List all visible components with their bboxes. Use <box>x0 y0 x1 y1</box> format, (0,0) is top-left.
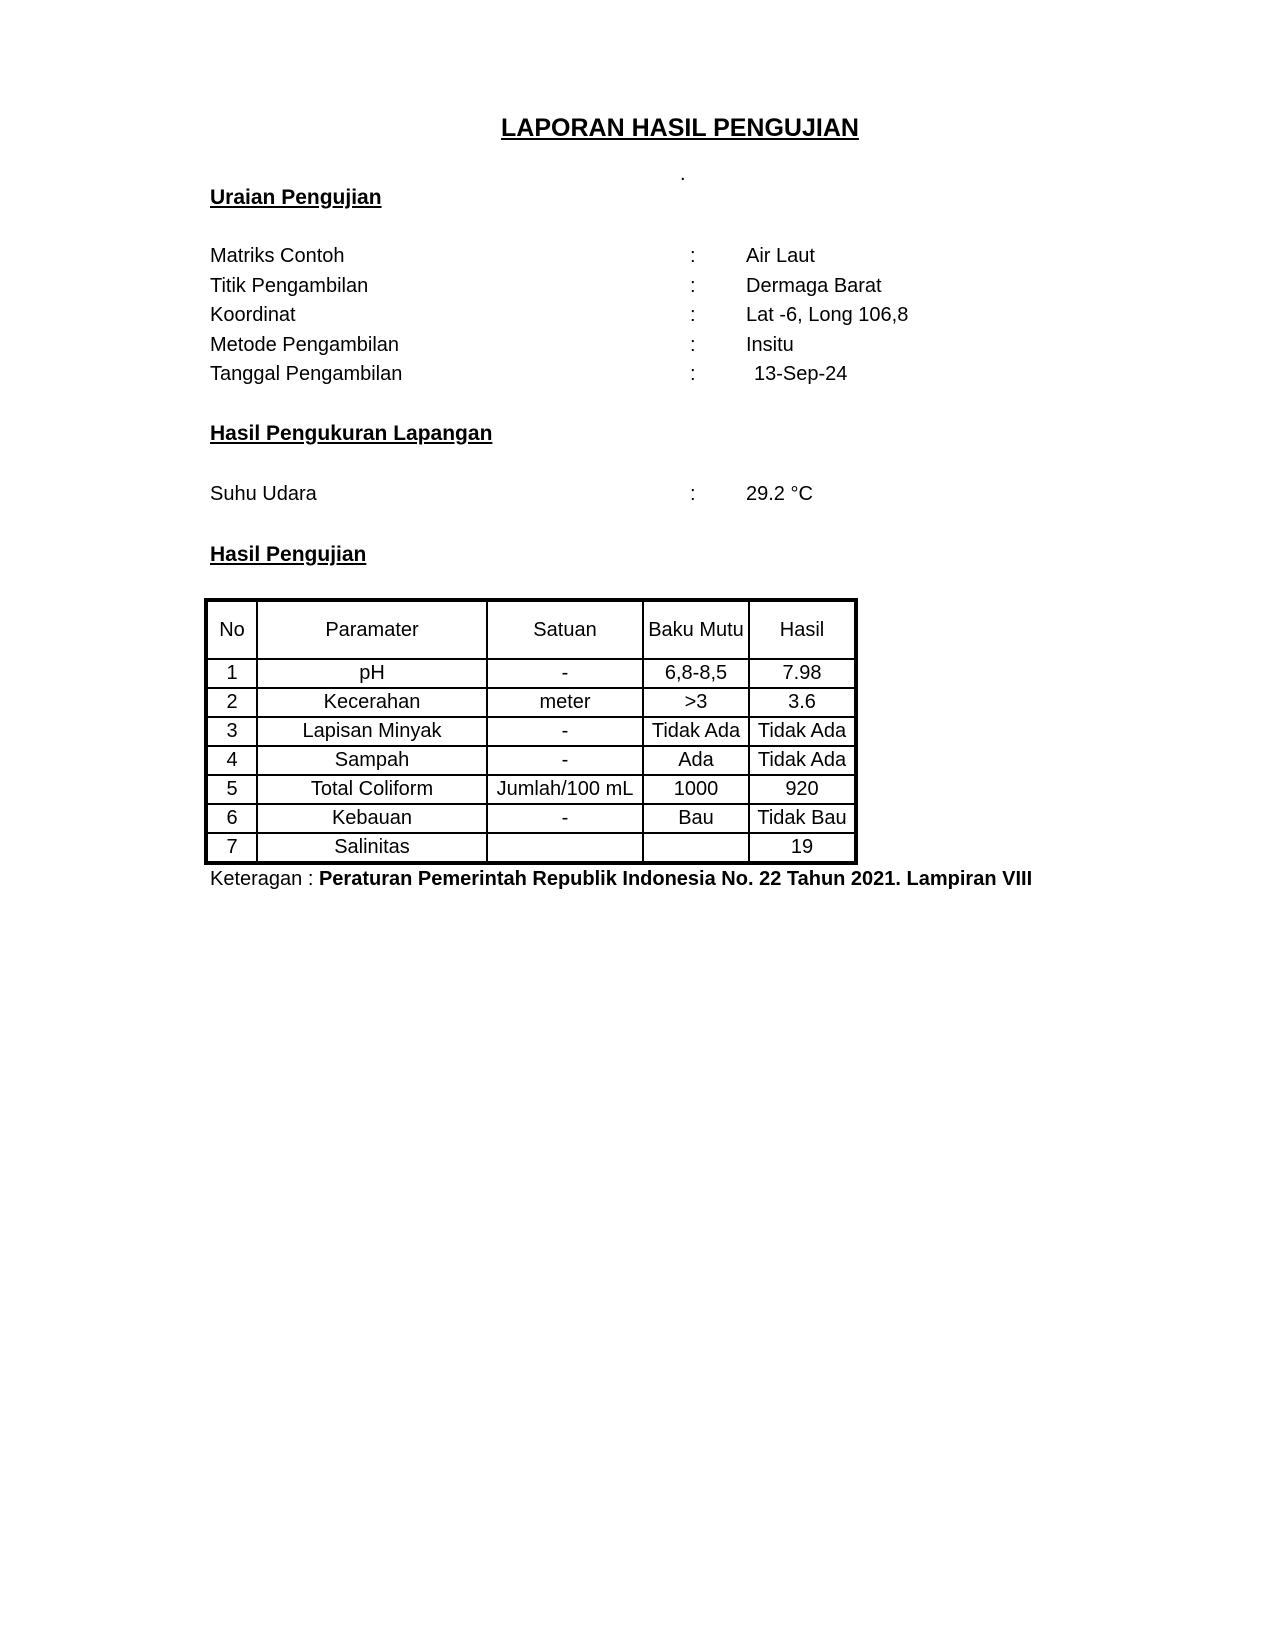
uraian-heading: Uraian Pengujian <box>210 186 382 209</box>
cell-hasil: 3.6 <box>749 688 856 717</box>
field-colon: : <box>690 334 696 356</box>
table-row <box>206 833 856 863</box>
field-label: Suhu Udara <box>210 483 317 505</box>
cell-parameter: Sampah <box>257 746 487 775</box>
cell-parameter: pH <box>257 659 487 688</box>
table-row <box>206 746 856 775</box>
pengujian-heading: Hasil Pengujian <box>210 543 367 566</box>
field-colon: : <box>690 304 696 326</box>
results-table <box>204 598 858 865</box>
field-value: Air Laut <box>746 245 815 267</box>
field-colon: : <box>690 245 696 267</box>
cell-parameter: Salinitas <box>257 833 487 863</box>
cell-hasil: Tidak Ada <box>749 717 856 746</box>
cell-hasil: Tidak Ada <box>749 746 856 775</box>
cell-satuan: - <box>487 717 643 746</box>
field-value: 29.2 °C <box>746 483 813 505</box>
cell-hasil: 19 <box>749 833 856 863</box>
table-row <box>206 659 856 688</box>
col-header-parameter: Paramater <box>257 600 487 659</box>
cell-satuan: Jumlah/100 mL <box>487 775 643 804</box>
field-colon: : <box>690 363 696 385</box>
cell-satuan <box>487 833 643 863</box>
cell-hasil: Tidak Bau <box>749 804 856 833</box>
cell-baku-mutu: 6,8-8,5 <box>643 659 749 688</box>
field-label: Matriks Contoh <box>210 245 345 267</box>
field-value: Insitu <box>746 334 794 356</box>
col-header-no: No <box>206 600 257 659</box>
cell-satuan: - <box>487 746 643 775</box>
cell-baku-mutu: >3 <box>643 688 749 717</box>
lapangan-heading: Hasil Pengukuran Lapangan <box>210 422 493 445</box>
cell-baku-mutu: Ada <box>643 746 749 775</box>
cell-no: 6 <box>206 804 257 833</box>
footnote <box>210 868 1032 891</box>
cell-no: 1 <box>206 659 257 688</box>
table-row <box>206 717 856 746</box>
field-label: Koordinat <box>210 304 296 326</box>
cell-no: 3 <box>206 717 257 746</box>
cell-baku-mutu: Bau <box>643 804 749 833</box>
cell-parameter: Total Coliform <box>257 775 487 804</box>
cell-baku-mutu <box>643 833 749 863</box>
field-value: 13-Sep-24 <box>754 363 848 385</box>
field-value: Lat -6, Long 106,8 <box>746 304 909 326</box>
col-header-hasil: Hasil <box>749 600 856 659</box>
field-label: Tanggal Pengambilan <box>210 363 403 385</box>
report-title: LAPORAN HASIL PENGUJIAN <box>501 114 859 142</box>
cell-satuan: - <box>487 659 643 688</box>
table-row <box>206 804 856 833</box>
field-label: Titik Pengambilan <box>210 275 369 297</box>
table-row <box>206 688 856 717</box>
table-header-row <box>206 600 856 659</box>
cell-no: 7 <box>206 833 257 863</box>
cell-parameter: Kecerahan <box>257 688 487 717</box>
cell-no: 2 <box>206 688 257 717</box>
field-value: Dermaga Barat <box>746 275 882 297</box>
field-colon: : <box>690 483 696 505</box>
cell-baku-mutu: 1000 <box>643 775 749 804</box>
cell-parameter: Lapisan Minyak <box>257 717 487 746</box>
col-header-satuan: Satuan <box>487 600 643 659</box>
stray-dot: . <box>680 163 686 185</box>
col-header-baku-mutu: Baku Mutu <box>643 600 749 659</box>
cell-no: 4 <box>206 746 257 775</box>
footnote-prefix: Keteragan : <box>210 868 319 890</box>
cell-baku-mutu: Tidak Ada <box>643 717 749 746</box>
cell-hasil: 920 <box>749 775 856 804</box>
cell-hasil: 7.98 <box>749 659 856 688</box>
cell-no: 5 <box>206 775 257 804</box>
footnote-regulation: Peraturan Pemerintah Republik Indonesia No. 22 Tahun 2021. Lampiran VIII <box>318 868 1033 890</box>
field-colon: : <box>690 275 696 297</box>
cell-satuan: meter <box>487 688 643 717</box>
table-row <box>206 775 856 804</box>
cell-parameter: Kebauan <box>257 804 487 833</box>
cell-satuan: - <box>487 804 643 833</box>
field-label: Metode Pengambilan <box>210 334 400 356</box>
